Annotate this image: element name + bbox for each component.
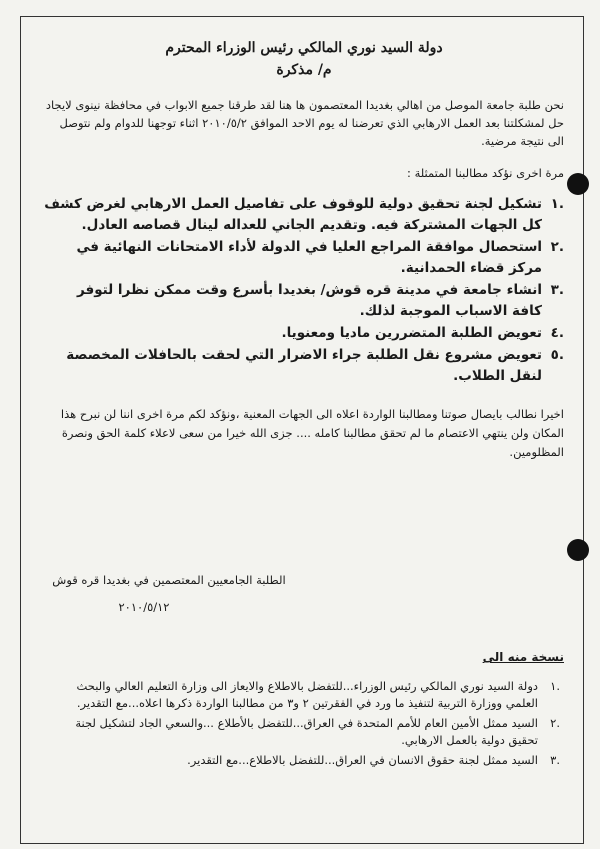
closing-paragraph: اخيرا نطالب بايصال صوتنا ومطالبنا الواردة اعلاه الى الجهات المعنية ،ونؤكد لكم مرة اخرى اننا لن نبرح هذا المكان ولن ينتهي الاعتصام ما لم تحقق مطالبنا كامله .... جزى الله خيرا من سعى لاعلاء كلمة الحق ونصرة المظلومين. — [60, 407, 564, 459]
demand-number: .٤ — [550, 325, 564, 341]
copy-recipient — [44, 678, 564, 712]
copies-heading: نسخة منه الى — [482, 650, 564, 664]
demand-item — [44, 237, 564, 279]
intro-paragraph: نحن طلبة جامعة الموصل من اهالي بغديدا المعتصمون ها هنا لقد طرقنا جميع الابواب في محافظة نينوى لايجاد حل لمشكلتنا بعد العمل الارهابي الذي تعرضنا له يوم الاحد الموافق ٢٠١٠/٥/٢ اثناء توجهنا للدوام ولم نتوصل الى نتيجة مرضية. — [45, 98, 564, 148]
copy-text: دولة السيد نوري المالكي رئيس الوزراء...للتفضل بالاطلاع والايعاز الى وزارة التعليم العالي والبحث العلمي ووزارة التربية لتنفيذ ما ورد في الفقرتين ٢ و٣ من مطالبنا الواردة ذكرها اعلاه...مع التقدير. — [76, 679, 538, 710]
copy-number: .٢ — [550, 716, 560, 730]
demand-number: .٣ — [550, 282, 564, 298]
demand-item — [44, 280, 564, 322]
demand-item — [44, 345, 564, 387]
memo-addressee: دولة السيد نوري المالكي رئيس الوزراء المحترم — [165, 40, 443, 56]
demands-list — [44, 194, 564, 388]
copies-list — [44, 678, 564, 772]
copy-recipient — [44, 715, 564, 749]
copy-recipient — [44, 752, 564, 769]
punch-hole-top — [567, 173, 589, 195]
demand-number: .١ — [550, 196, 564, 212]
copy-text: السيد ممثل لجنة حقوق الانسان في العراق...للتفضل بالاطلاع...مع التقدير. — [187, 753, 538, 767]
punch-hole-bottom — [567, 539, 589, 561]
signature-line: الطلبة الجامعيين المعتصمين في بغديدا قره قوش — [52, 573, 286, 587]
demands-lead: مرة اخرى نؤكد مطالبنا المتمثلة : — [407, 166, 564, 180]
demand-item — [44, 323, 564, 344]
memo-date: ٢٠١٠/٥/١٢ — [118, 600, 170, 614]
demand-item — [44, 194, 564, 236]
demand-number: .٥ — [550, 347, 564, 363]
demand-text: تعويض الطلبة المتضررين ماديا ومعنويا. — [281, 325, 542, 341]
demand-text: استحصال موافقة المراجع العليا في الدولة لأداء الامتحانات النهائية في مركز قضاء الحمدانية. — [76, 239, 542, 276]
copy-text: السيد ممثل الأمين العام للأمم المتحدة في العراق...للتفضل بالأطلاع ...والسعي الجاد لتشكيل لجنة تحقيق دولية بالعمل الارهابي. — [75, 716, 538, 747]
memo-subject: م/ مذكرة — [276, 62, 332, 78]
demand-text: تعويض مشروع نقل الطلبة جراء الاضرار التي لحقت بالحافلات المخصصة لنقل الطلاب. — [66, 347, 542, 384]
demand-text: تشكيل لجنة تحقيق دولية للوقوف على تفاصيل العمل الارهابي لغرض كشف كل الجهات المشتركة فيه. وتقديم الجاني للعداله لينال قصاصه العادل. — [44, 196, 542, 233]
copy-number: .١ — [550, 679, 560, 693]
copy-number: .٣ — [550, 753, 560, 767]
demand-number: .٢ — [550, 239, 564, 255]
demand-text: انشاء جامعة في مدينة قره قوش/ بغديدا بأسرع وقت ممكن نظرا لتوفر كافة الاسباب الموجبة لذلك. — [76, 282, 542, 319]
